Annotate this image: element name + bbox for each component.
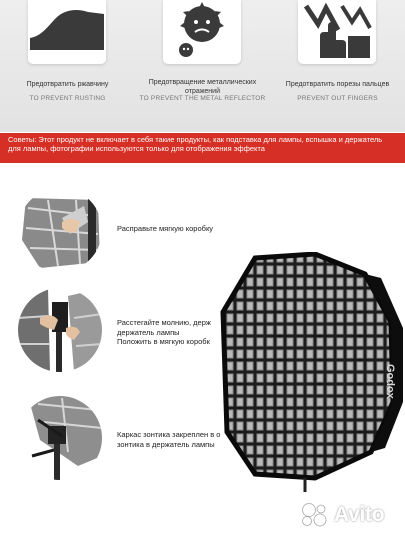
softbox-product-image bbox=[215, 252, 405, 492]
feature-subtitle: TO PREVENT THE METAL REFLECTOR bbox=[139, 95, 266, 102]
feature-subtitle: PREVENT OUT FINGERS bbox=[297, 95, 378, 102]
notice-text: Советы: Этот продукт не включает в себя такие продукты, как подставка для лампы, вспышка и держатель для лампы, фотографии используются только для отображения эффекта bbox=[8, 135, 383, 153]
finger-cut-icon bbox=[298, 0, 376, 64]
step-3-photo bbox=[18, 396, 102, 480]
avito-logo-icon bbox=[300, 503, 330, 527]
step-2-text: Расстегайте молнию, держ держатель лампы Положить в мягкую коробк bbox=[117, 318, 211, 346]
step-2-photo bbox=[18, 288, 102, 372]
feature-title: Предотвращение металлических отражений bbox=[148, 79, 257, 95]
feature-subtitle: TO PREVENT RUSTING bbox=[29, 95, 106, 102]
step-1-photo bbox=[18, 188, 102, 272]
rust-icon bbox=[28, 0, 106, 64]
feature-finger-protection bbox=[270, 0, 405, 132]
step-1-text: Расправьте мягкую коробку bbox=[117, 224, 214, 233]
step-3-text: Каркас зонтика закреплен в о зонтика в держатель лампы bbox=[117, 430, 221, 449]
svg-text:Godox: Godox bbox=[384, 364, 396, 399]
feature-reflector bbox=[135, 0, 270, 132]
reflector-icon bbox=[163, 0, 241, 64]
avito-watermark bbox=[300, 500, 384, 530]
features-band bbox=[0, 0, 405, 132]
feature-title: Предотвратить ржавчину bbox=[26, 81, 109, 88]
avito-wordmark: Avito bbox=[334, 503, 385, 526]
feature-title: Предотвратить порезы пальцев bbox=[285, 81, 390, 88]
notice-banner bbox=[0, 133, 405, 163]
feature-rust bbox=[0, 0, 135, 132]
